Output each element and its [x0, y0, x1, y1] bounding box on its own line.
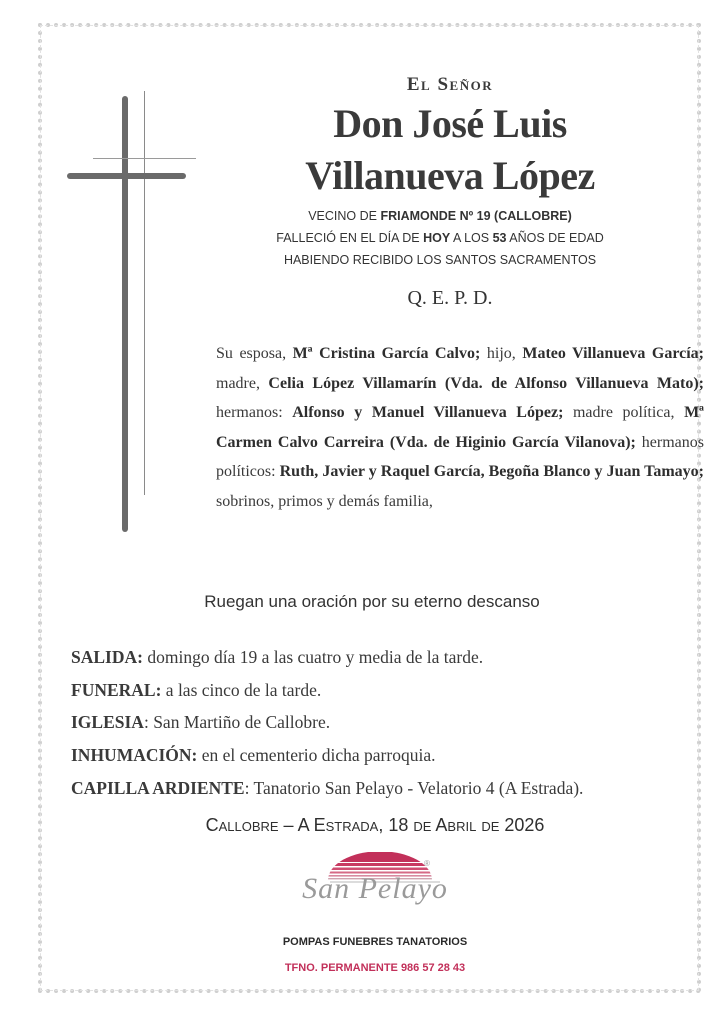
cross-horizontal-thick [67, 173, 186, 179]
detail-separator: : [143, 712, 149, 732]
qepd: Q. E. P. D. [407, 287, 493, 309]
detail-value: en el cementerio dicha parroquia. [197, 745, 436, 765]
family-member-name: Mª Cristina García Calvo; [292, 345, 481, 362]
detail-row [71, 680, 701, 701]
honorific: El Señor [406, 74, 494, 95]
family-relation: madre política, [563, 404, 685, 421]
family-relation: madre, [216, 374, 269, 392]
detail-label: CAPILLA ARDIENTE [71, 778, 245, 798]
family-relation: sobrinos, primos y demás familia, [216, 492, 433, 510]
place-date: Callobre – A Estrada, 18 de Abril de 2026 [205, 815, 545, 835]
cross-vertical-thick [122, 96, 128, 532]
detail-label: IGLESIA [71, 712, 144, 732]
residence-prefix: VECINO DE [308, 209, 381, 223]
detail-row [71, 647, 701, 668]
sacraments-line: HABIENDO RECIBIDO LOS SANTOS SACRAMENTOS [283, 253, 597, 267]
company-tagline: POMPAS FUNEBRES TANATORIOS [282, 936, 468, 948]
deceased-name-line1: Don José Luis [333, 101, 567, 146]
death-prefix: FALLECIÓ EN EL DÍA DE [276, 231, 424, 245]
prayer-request: Ruegan una oración por su eterno descanso [204, 592, 540, 611]
cross-vertical-thin [144, 91, 145, 495]
detail-separator: : [244, 778, 250, 798]
cross-horizontal-thin [93, 158, 196, 159]
detail-label: FUNERAL: [71, 680, 162, 700]
residence-line [240, 209, 640, 223]
detail-value: Tanatorio San Pelayo - Velatorio 4 (A Estrada). [249, 778, 584, 798]
family-paragraph [216, 339, 704, 516]
detail-value: San Martiño de Callobre. [148, 712, 331, 732]
detail-label: SALIDA: [71, 647, 143, 667]
deceased-name-line2: Villanueva López [305, 153, 595, 198]
family-member-name: Mª Carmen Calvo Carreira (Vda. de Higinio García Vilanova); [216, 404, 704, 451]
logo-text: San Pelayo [302, 872, 448, 905]
death-line [240, 231, 640, 245]
detail-row [71, 778, 701, 799]
family-member-name: Celia López Villamarín (Vda. de Alfonso Villanueva Mato); [268, 374, 704, 392]
death-mid: A LOS [450, 231, 493, 245]
family-member-name: Alfonso y Manuel Villanueva López; [292, 404, 564, 421]
death-age: 53 [492, 231, 507, 245]
family-member-name: Mateo Villanueva García; [522, 345, 705, 362]
death-day: HOY [423, 231, 451, 245]
detail-row [71, 745, 701, 766]
phone-number: TFNO. PERMANENTE 986 57 28 43 [284, 962, 466, 974]
detail-value: a las cinco de la tarde. [161, 680, 322, 700]
registered-mark: ® [424, 859, 430, 868]
detail-label: INHUMACIÓN: [71, 745, 198, 765]
death-suffix: AÑOS DE EDAD [506, 231, 604, 245]
family-member-name: Ruth, Javier y Raquel García, Begoña Blanco y Juan Tamayo; [279, 463, 704, 480]
family-relation: Su esposa, [216, 345, 293, 362]
family-relation: hermanos políticos: [216, 433, 705, 480]
family-relation: hermanos: [216, 404, 293, 421]
family-relation: hijo, [480, 345, 523, 362]
detail-value: domingo día 19 a las cuatro y media de la tarde. [142, 647, 484, 667]
detail-row [71, 712, 701, 733]
residence-place: FRIAMONDE Nº 19 (CALLOBRE) [380, 209, 572, 223]
